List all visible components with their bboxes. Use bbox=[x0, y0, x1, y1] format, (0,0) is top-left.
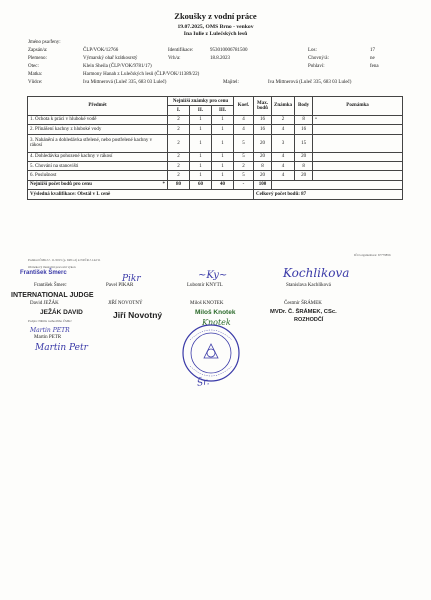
otec-value: Klein Sheila (ČLP/VOK/9781/17) bbox=[83, 64, 152, 70]
signature-petr: Martin Petr bbox=[35, 343, 88, 353]
judge-jezak: David JEŽÁK bbox=[30, 301, 59, 306]
judge-novotny: JIŘÍ NOVOTNÝ bbox=[108, 301, 143, 306]
identifikace-value: 953010006781500 bbox=[210, 48, 248, 54]
min-dash: - bbox=[234, 180, 254, 189]
row-min-III: 1 bbox=[212, 115, 234, 124]
vudce-value: Iva Mittnerová (Luleč 335, 683 03 Luleč) bbox=[83, 80, 167, 86]
row-subject: 2. Přinášení kachny z hluboké vody bbox=[28, 125, 168, 134]
header-III: III. bbox=[212, 106, 234, 115]
judge-pikar: Pavel PIKAR bbox=[106, 283, 134, 288]
row-body: 15 bbox=[295, 134, 313, 152]
majitel-value: Iva Mittnerová (Luleč 335, 683 03 Luleč) bbox=[268, 80, 352, 86]
row-koef: 5 bbox=[234, 134, 254, 152]
header-znamka: Známka bbox=[272, 97, 295, 116]
grade-rows bbox=[28, 115, 403, 180]
header-I: I. bbox=[168, 106, 190, 115]
row-znamka: 4 bbox=[272, 152, 295, 161]
dog-info bbox=[28, 39, 408, 88]
result-qualification: Výsledná kvalifikace: Obstál v I. ceně bbox=[28, 190, 254, 199]
los-label: Los: bbox=[308, 48, 317, 54]
stamp-petr: Martin PETR bbox=[30, 327, 70, 334]
stamp-international-judge: INTERNATIONAL JUDGE bbox=[11, 292, 94, 299]
row-min-III: 1 bbox=[212, 171, 234, 180]
header-poznamka: Poznámka bbox=[313, 97, 403, 116]
row-min-II: 1 bbox=[190, 134, 212, 152]
row-min-III: 1 bbox=[212, 134, 234, 152]
row-body: 20 bbox=[295, 171, 313, 180]
stamp-novotny: Jiří Novotný bbox=[113, 310, 163, 320]
grade-row bbox=[28, 152, 403, 161]
matka-value: Harmony Hanah z Lulečských lesů (ČLP/VOK/11389/22) bbox=[83, 72, 200, 78]
grade-row bbox=[28, 115, 403, 124]
row-koef: 5 bbox=[234, 152, 254, 161]
footnote-1: Podklad ČMKJ č. 11/2015 (p. 948 s.2) k NZČR č.142/11 bbox=[28, 258, 101, 262]
row-koef: 4 bbox=[234, 115, 254, 124]
grade-row bbox=[28, 134, 403, 152]
row-max: 20 bbox=[254, 171, 272, 180]
header-body: Body bbox=[295, 97, 313, 116]
identifikace-label: Identifikace: bbox=[168, 48, 194, 54]
row-min-III: 1 bbox=[212, 161, 234, 170]
matka-label: Matka: bbox=[28, 72, 43, 78]
row-body: 16 bbox=[295, 125, 313, 134]
header-koef: Koef. bbox=[234, 97, 254, 116]
row-poznamka bbox=[313, 134, 403, 152]
row-max: 20 bbox=[254, 134, 272, 152]
row-min-III: 1 bbox=[212, 152, 234, 161]
signature-knytl: ~Ky~ bbox=[198, 270, 228, 281]
row-koef: 4 bbox=[234, 125, 254, 134]
name-label: Jméno psa/feny: bbox=[28, 40, 61, 45]
total-points: Celkový počet bodů: 87 bbox=[254, 190, 403, 199]
official-round-stamp bbox=[180, 322, 242, 384]
signature-knotek: Knotek bbox=[202, 318, 231, 327]
row-min-I: 2 bbox=[168, 134, 190, 152]
row-min-II: 1 bbox=[190, 171, 212, 180]
stamp-sramek: MVDr. Č. ŠRÁMEK, CSc. bbox=[270, 309, 337, 315]
row-subject: 5. Chování na stanovišti bbox=[28, 161, 168, 170]
footnote-2: Obrázkový ilustrační pracovní výkon bbox=[28, 265, 76, 269]
chovny-value: ne bbox=[370, 56, 375, 62]
chovny-label: Chovný/á: bbox=[308, 56, 329, 62]
min-II: 60 bbox=[190, 180, 212, 189]
dog-name-heading: Ina Iulie z Lulečských lesů bbox=[183, 31, 248, 37]
majitel-label: Majitel: bbox=[223, 80, 239, 86]
vrh-label: Vrh/a: bbox=[168, 56, 181, 62]
pohlavi-value: fena bbox=[370, 64, 379, 70]
row-subject: 3. Nahánění a dohledávka střelené, nebo postřelené kachny v rákosí bbox=[28, 134, 168, 152]
row-min-III: 1 bbox=[212, 125, 234, 134]
grade-row bbox=[28, 171, 403, 180]
row-min-II: 1 bbox=[190, 115, 212, 124]
stamp-knotek: Miloš Knotek bbox=[195, 309, 236, 316]
row-poznamka bbox=[313, 171, 403, 180]
stamp-jezak: JEŽÁK DAVID bbox=[40, 309, 83, 316]
stamp-jezak-small: Podpis: Nihilis rozhodčího ČMKJ bbox=[28, 319, 72, 323]
row-poznamka: • bbox=[313, 115, 403, 124]
row-min-II: 1 bbox=[190, 125, 212, 134]
row-max: 16 bbox=[254, 115, 272, 124]
row-poznamka bbox=[313, 161, 403, 170]
row-znamka: 4 bbox=[272, 161, 295, 170]
row-min-II: 1 bbox=[190, 152, 212, 161]
row-znamka: 4 bbox=[272, 171, 295, 180]
header-II: II. bbox=[190, 106, 212, 115]
header-min-znamky: Nejnižší známky pro cenu bbox=[168, 97, 234, 106]
grade-table bbox=[27, 96, 403, 200]
row-subject: 6. Poslušnost bbox=[28, 171, 168, 180]
judge-kachlikova: Stanislava Kachlíková bbox=[286, 283, 331, 288]
row-min-I: 2 bbox=[168, 125, 190, 134]
signature-pikar: Pikr bbox=[122, 274, 141, 284]
row-max: 8 bbox=[254, 161, 272, 170]
row-min-II: 1 bbox=[190, 161, 212, 170]
row-znamka: 3 bbox=[272, 134, 295, 152]
otec-label: Otec: bbox=[28, 64, 39, 70]
row-body: 8 bbox=[295, 115, 313, 124]
header-predmet: Předmět bbox=[28, 97, 168, 116]
grade-row bbox=[28, 125, 403, 134]
row-min-I: 2 bbox=[168, 115, 190, 124]
row-body: 20 bbox=[295, 152, 313, 161]
vudce-label: Vůdce: bbox=[28, 80, 43, 86]
judge-sramek: Čestmír ŠRÁMEK bbox=[284, 301, 322, 306]
plemeno-label: Plemeno: bbox=[28, 56, 47, 62]
document-title: Zkoušky z vodní práce bbox=[174, 11, 257, 21]
ico-note: IČO organizátora: 67779856 bbox=[354, 253, 391, 257]
judge-knotek: Miloš KNOTEK bbox=[190, 301, 224, 306]
row-koef: 5 bbox=[234, 171, 254, 180]
vrh-value: 18.8.2023 bbox=[210, 56, 230, 62]
row-min-I: 2 bbox=[168, 171, 190, 180]
row-poznamka bbox=[313, 125, 403, 134]
date-place: 19.07.2025, OMS Brno - venkov bbox=[177, 24, 254, 30]
judge-smerc: František Šmerc bbox=[34, 283, 67, 288]
signature-over-stamp: Šr. bbox=[196, 377, 210, 389]
judge-knytl: Lubomír KNYTL bbox=[187, 283, 223, 288]
los-value: 17 bbox=[370, 48, 375, 54]
row-max: 16 bbox=[254, 125, 272, 134]
zapsan-value: ČLP/VOK/12766 bbox=[83, 48, 119, 54]
row-body: 8 bbox=[295, 161, 313, 170]
stamp-smerc: František Šmerc bbox=[20, 270, 67, 276]
stamp-rozhodci: ROZHODČÍ bbox=[294, 317, 324, 323]
row-min-I: 2 bbox=[168, 152, 190, 161]
min-max: 100 bbox=[254, 180, 272, 189]
row-min-I: 2 bbox=[168, 161, 190, 170]
grade-row bbox=[28, 161, 403, 170]
row-koef: 2 bbox=[234, 161, 254, 170]
row-poznamka bbox=[313, 152, 403, 161]
min-I: 80 bbox=[168, 180, 190, 189]
row-max: 20 bbox=[254, 152, 272, 161]
row-subject: 1. Ochota k práci v hluboké vodě bbox=[28, 115, 168, 124]
plemeno-value: Výmarský ohař krátkosrstý bbox=[83, 56, 138, 62]
row-znamka: 2 bbox=[272, 115, 295, 124]
judge-petr: Martin PETR bbox=[34, 335, 62, 340]
pohlavi-label: Pohlaví: bbox=[308, 64, 325, 70]
min-III: 40 bbox=[212, 180, 234, 189]
signature-kachlikova: Kochlikova bbox=[283, 266, 350, 280]
min-points-label: Nejnižší počet bodů pro cenu * bbox=[28, 180, 168, 189]
header-max: Max. bodů bbox=[254, 97, 272, 116]
row-znamka: 4 bbox=[272, 125, 295, 134]
zapsan-label: Zapsán/a: bbox=[28, 48, 48, 54]
row-subject: 4. Dohledávka pohozené kachny v rákosí bbox=[28, 152, 168, 161]
